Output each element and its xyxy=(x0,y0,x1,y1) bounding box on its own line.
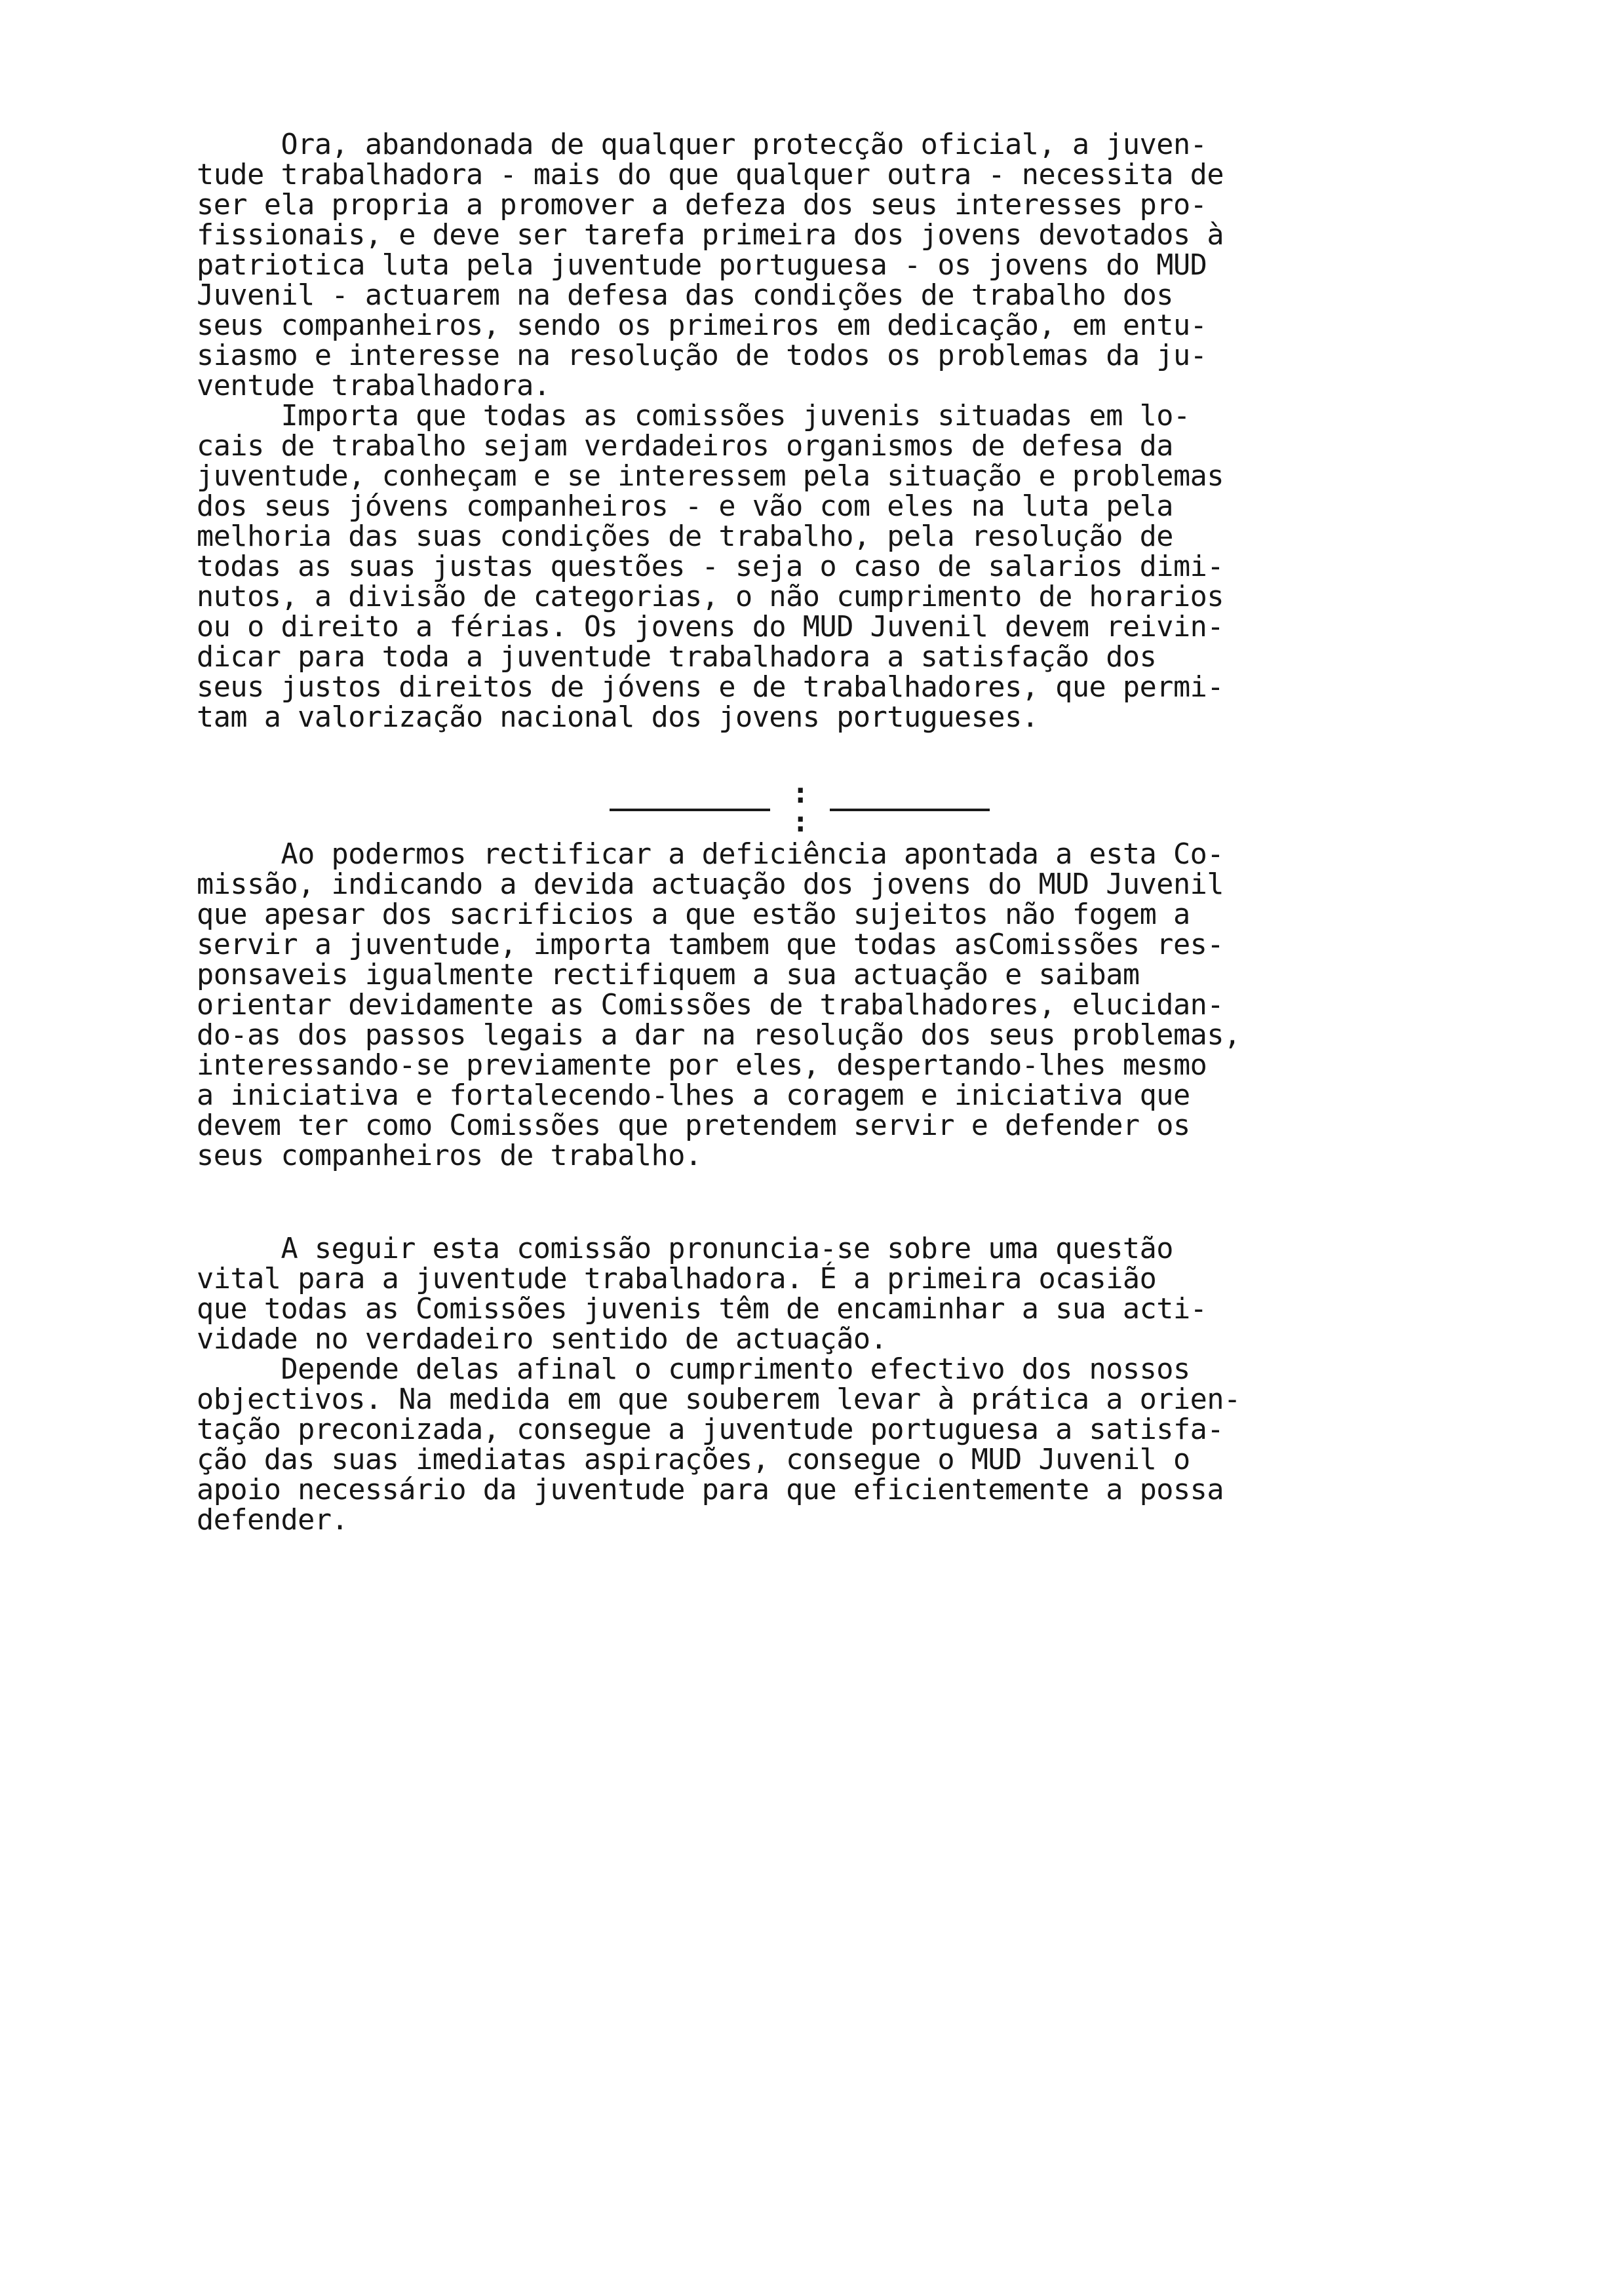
text-line: devem ter como Comissões que pretendem servir e defender os xyxy=(197,1109,1190,1142)
text-line: ção das suas imediatas aspirações, consegue o MUD Juvenil o xyxy=(197,1444,1190,1476)
text-line: dicar para toda a juventude trabalhadora a satisfação dos xyxy=(197,641,1157,674)
text-line: nutos, a divisão de categorias, o não cumprimento de horarios xyxy=(197,581,1224,613)
text-line: seus companheiros de trabalho. xyxy=(197,1139,702,1172)
section-questao-vital xyxy=(197,1234,1429,1535)
text-line: apoio necessário da juventude para que eficientemente a possa xyxy=(197,1474,1224,1506)
divider-mark: : xyxy=(792,805,809,839)
text-line: Ora, abandonada de qualquer protecção oficial, a juven- xyxy=(197,128,1207,161)
text-line: ser ela propria a promover a defeza dos seus interesses pro- xyxy=(197,189,1207,221)
section-comissoes xyxy=(197,839,1429,1171)
text-line: seus companheiros, sendo os primeiros em dedicação, em entu- xyxy=(197,309,1207,342)
text-line: interessando-se previamente por eles, despertando-lhes mesmo xyxy=(197,1049,1207,1082)
text-line: que todas as Comissões juvenis têm de encaminhar a sua acti- xyxy=(197,1293,1207,1326)
text-line: missão, indicando a devida actuação dos jovens do MUD Juvenil xyxy=(197,868,1224,901)
text-line: a iniciativa e fortalecendo-lhes a coragem e iniciativa que xyxy=(197,1079,1190,1112)
text-line: Importa que todas as comissões juvenis situadas em lo- xyxy=(197,400,1190,432)
text-line: A seguir esta comissão pronuncia-se sobre uma questão xyxy=(197,1233,1173,1265)
text-line: Depende delas afinal o cumprimento efectivo dos nossos xyxy=(197,1353,1190,1386)
text-line: dos seus jóvens companheiros - e vão com eles na luta pela xyxy=(197,490,1173,523)
section-divider xyxy=(610,776,990,839)
text-line: cais de trabalho sejam verdadeiros organismos de defesa da xyxy=(197,430,1173,463)
text-line: servir a juventude, importa tambem que todas asComissões res- xyxy=(197,928,1224,961)
divider-rule-right xyxy=(830,809,990,811)
text-line: seus justos direitos de jóvens e de trabalhadores, que permi- xyxy=(197,671,1224,704)
text-line: tação preconizada, consegue a juventude portuguesa a satisfa- xyxy=(197,1413,1224,1446)
text-line: Juvenil - actuarem na defesa das condições de trabalho dos xyxy=(197,279,1173,312)
text-line: juventude, conheçam e se interessem pela situação e problemas xyxy=(197,460,1224,493)
text-line: Ao podermos rectificar a deficiência apontada a esta Co- xyxy=(197,838,1224,871)
text-line: vital para a juventude trabalhadora. É a primeira ocasião xyxy=(197,1263,1157,1295)
section-juventude-trabalhadora xyxy=(197,130,1429,733)
text-line: patriotica luta pela juventude portuguesa - os jovens do MUD xyxy=(197,249,1207,282)
text-line: siasmo e interesse na resolução de todos os problemas da ju- xyxy=(197,339,1207,372)
text-line: orientar devidamente as Comissões de trabalhadores, elucidan- xyxy=(197,989,1224,1022)
divider-mark: : xyxy=(792,776,809,810)
text-line: do-as dos passos legais a dar na resolução dos seus problemas, xyxy=(197,1019,1241,1052)
text-line: objectivos. Na medida em que souberem levar à prática a orien- xyxy=(197,1383,1241,1416)
text-line: ventude trabalhadora. xyxy=(197,370,551,402)
text-line: ou o direito a férias. Os jovens do MUD Juvenil devem reivin- xyxy=(197,611,1224,643)
text-line: ponsaveis igualmente rectifiquem a sua actuação e saibam xyxy=(197,959,1140,991)
text-line: que apesar dos sacrificios a que estão sujeitos não fogem a xyxy=(197,898,1190,931)
text-line: defender. xyxy=(197,1504,349,1537)
text-line: tude trabalhadora - mais do que qualquer outra - necessita de xyxy=(197,159,1224,191)
text-line: tam a valorização nacional dos jovens portugueses. xyxy=(197,701,1039,734)
divider-rule-left xyxy=(610,809,770,811)
text-line: todas as suas justas questões - seja o caso de salarios dimi- xyxy=(197,550,1224,583)
text-line: fissionais, e deve ser tarefa primeira dos jovens devotados à xyxy=(197,219,1224,252)
text-line: vidade no verdadeiro sentido de actuação. xyxy=(197,1323,887,1356)
text-line: melhoria das suas condições de trabalho, pela resolução de xyxy=(197,520,1173,553)
